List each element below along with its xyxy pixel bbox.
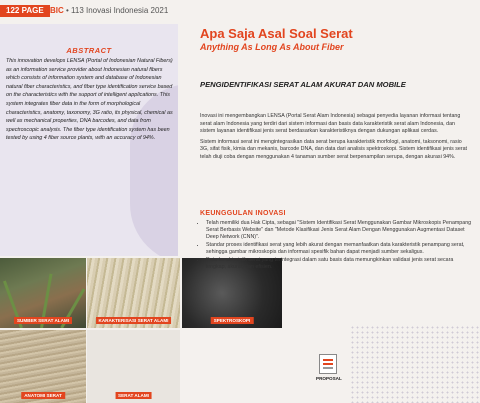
list-item: • Standar proses identifikasi serat yang lebih akurat dengan memanfaatkan data karakteristik penampang serat, sehingga gambar mikroskopis dan informasi spesifik bahan dapat menjadi sumber sekaligus. bbox=[206, 242, 472, 256]
photo-natural-fiber bbox=[87, 330, 180, 403]
page-number: 122 PAGE bbox=[0, 5, 50, 17]
photo-fiber-source bbox=[0, 258, 86, 328]
list-item: • Data karakteristik serat yang terintegrasi dalam satu basis data memungkinkan validasi jenis serat secara lengkap, akurat, dan efisien. bbox=[206, 257, 472, 271]
photo-caption: KARAKTERISASI SERAT ALAMI bbox=[96, 317, 172, 324]
dot-pattern bbox=[350, 325, 480, 403]
section-heading: PENGIDENTIFIKASI SERAT ALAM AKURAT DAN MOBILE bbox=[200, 80, 406, 89]
page-title: Apa Saja Asal Soal Serat bbox=[200, 26, 353, 41]
paragraph: Inovasi ini mengembangkan LENSA (Portal Serat Alam Indonesia) sebagai penyedia layanan informasi tentang serat alam Indonesia yang terdiri dari sistem informasi dan basis data karakteristik serat alam Indonesia, dan sistem layanan identifikasi jenis serat berdasarkan karakteristiknya dengan dukungan aplikasi cerdas. bbox=[200, 113, 461, 135]
proposal-link[interactable] bbox=[316, 354, 340, 381]
photo-caption: SPEKTROSKOPI bbox=[211, 317, 254, 324]
photo-caption: SUMBER SERAT ALAMI bbox=[14, 317, 72, 324]
document-icon bbox=[319, 354, 337, 374]
photo-caption: SERAT ALAMI bbox=[115, 392, 152, 399]
body-text bbox=[200, 113, 470, 165]
page-subtitle: Anything As Long As About Fiber bbox=[200, 42, 344, 52]
advantages-list bbox=[200, 220, 472, 272]
abstract-text: This innovation develops LENSA (Portal of Indonesian Natural Fibers) as an information service provider about Indonesian natural fibers which consists of information system and database of Indonesian natural fiber characteristics, and fiber type identification service based on the characteristics with the support of intelligent applications. This system integrates fiber data in the form of morphological characteristics, anatomy, taxonomy, 3G ratio, its physical, chemical as well as mechanical properties, DNA barcodes, and data from spectroscopic analysis. The fiber type identification system has been tested by using 4 fiber source plants, with an accuracy of 94%. bbox=[6, 58, 173, 142]
header-brand: BIC bbox=[50, 6, 64, 15]
header-rest: • 113 Inovasi Indonesia 2021 bbox=[63, 6, 169, 15]
photo-caption: ANATOMI SERAT bbox=[21, 392, 65, 399]
header-text bbox=[50, 5, 168, 17]
abstract-title: ABSTRACT bbox=[66, 46, 112, 55]
abstract-panel bbox=[0, 24, 178, 256]
proposal-label: PROPOSAL bbox=[316, 376, 342, 381]
paragraph: Sistem informasi serat ini mengintegrasikan data serat berupa karakteristik morfologi, anatomi, taksonomi, rasio 3G, sifat fisik, kimia dan mekanis, barcode DNA, dan data dari analisis spektroskopi. Sistem identifikasi jenis serat telah diuji coba dengan menggunakan 4 tanaman sumber serat berpenampilan serupa, dengan akurasi 94%. bbox=[200, 138, 468, 160]
photo-fiber-characterization bbox=[87, 258, 180, 328]
photo-fiber-anatomy bbox=[0, 330, 86, 403]
header-bar bbox=[0, 0, 480, 22]
list-item: • Telah memiliki dua Hak Cipta, sebagai "Sistem Identifikasi Serat Menggunakan Gambar Mikroskopis Penampang Serat Berbasis Website" dan "Metode Klasifikasi Jenis Serat Alam Dengan Menggunakan Augmentasi Dataset Deep Network (CNN)". bbox=[206, 220, 472, 241]
advantages-heading: KEUNGGULAN INOVASI bbox=[200, 210, 286, 217]
